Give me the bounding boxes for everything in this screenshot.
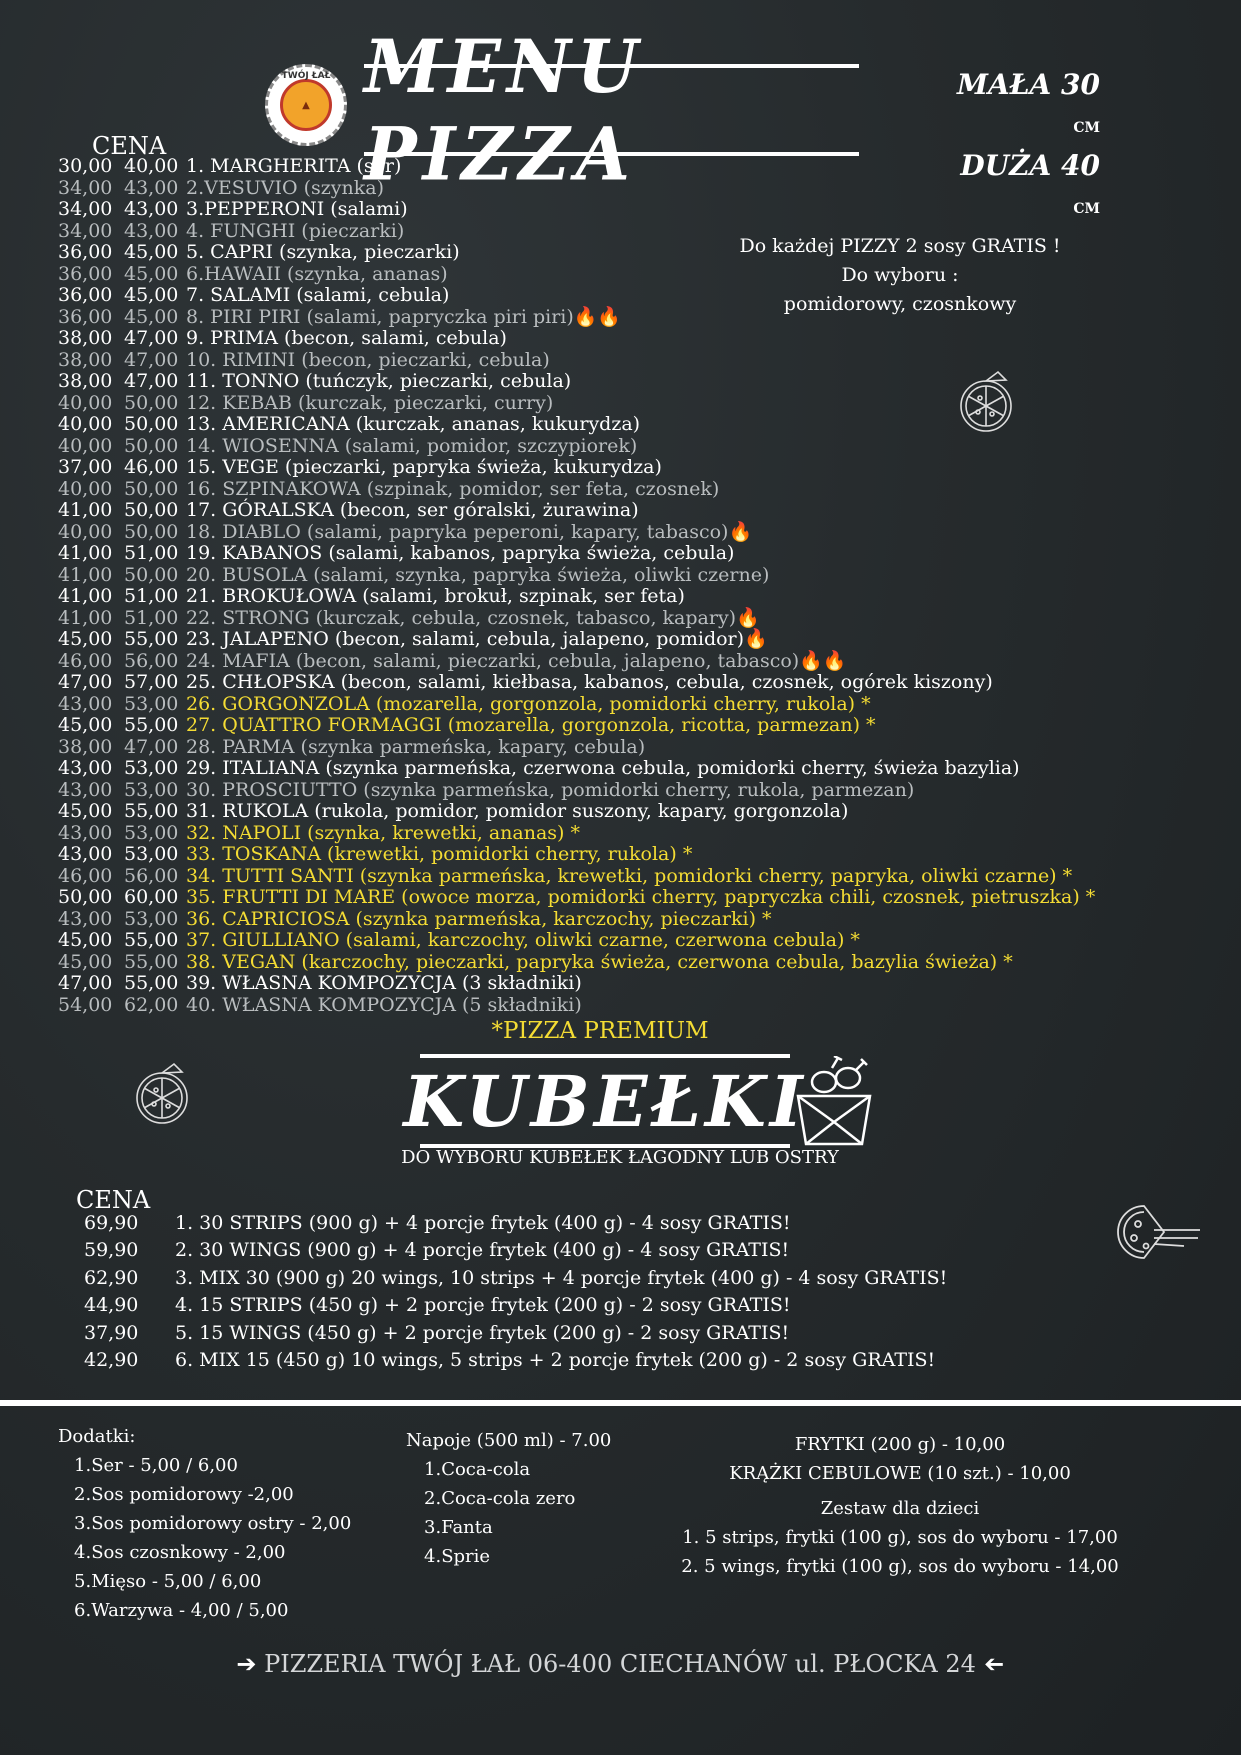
kubelek-price: 37,90 [84,1321,139,1344]
price-large: 50,00 [124,477,179,500]
price-large: 60,00 [124,886,179,908]
price-small: 36,00 [58,262,113,285]
sauces-line2: Do wyboru : [841,264,959,286]
list-text: Sos pomidorowy -2,00 [91,1484,294,1505]
pizza-name: 19. KABANOS (salami, kabanos, papryka świeża, cebula) [186,542,735,564]
pizza-name: 9. PRIMA (becon, salami, cebula) [186,327,507,349]
price-large: 50,00 [124,499,179,521]
price-large: 45,00 [124,284,179,306]
pizza-name: 17. GÓRALSKA (becon, ser góralski, żurawina) [186,499,639,521]
price-large: 56,00 [124,864,179,887]
pizza-name: 15. VEGE (pieczarki, papryka świeża, kukurydza) [186,456,662,478]
premium-note: *PIZZA PREMIUM [491,1018,709,1044]
pizza-row [0,328,1241,350]
price-small: 34,00 [58,176,113,199]
chicken-bucket-icon [792,1056,876,1146]
price-small: 43,00 [58,778,113,801]
price-large: 50,00 [124,434,179,457]
price-large: 57,00 [124,671,179,693]
size-large: DUŻA 40 CM [960,149,1100,217]
price-large: 53,00 [124,757,179,779]
kids-set-item: 2. 5 wings, frytki (100 g), sos do wyboru - 14,00 [681,1556,1119,1577]
extras-section [650,1430,1150,1581]
pizza-row [0,995,1241,1017]
pizza-name: 25. CHŁOPSKA (becon, salami, kiełbasa, kabanos, cebula, czosnek, ogórek kiszony) [186,671,993,693]
list-item [424,1513,611,1542]
kubelek-description: 5. 15 WINGS (450 g) + 2 porcje frytek (200 g) - 2 sosy GRATIS! [175,1321,790,1344]
pizza-row [0,672,1241,694]
pizza-row [0,909,1241,931]
kids-set-item: 1. 5 strips, frytki (100 g), sos do wyboru - 17,00 [682,1527,1118,1548]
list-number: 5. [74,1571,92,1592]
pizza-row [0,393,1241,415]
list-number: 1. [424,1459,442,1480]
price-large: 46,00 [124,456,179,478]
pizza-row [0,629,1241,651]
kubelek-price: 62,90 [84,1266,139,1289]
napoje-title: Napoje (500 ml) - 7.00 [406,1430,612,1451]
menu-title [364,22,859,198]
price-large: 55,00 [124,929,179,951]
list-number: 3. [74,1513,92,1534]
pizza-row [0,737,1241,759]
price-small: 47,00 [58,972,113,994]
list-item [74,1451,351,1480]
pizza-name: 34. TUTTI SANTI (szynka parmeńska, krewetki, pomidorki cherry, papryka, oliwki czarne) * [186,864,1073,887]
price-small: 45,00 [58,714,113,736]
price-small: 38,00 [58,327,113,349]
list-number: 2. [424,1488,442,1509]
pizza-name: 1. MARGHERITA (ser) [186,155,402,177]
list-text: Sos czosnkowy - 2,00 [91,1542,286,1563]
pizza-row [0,178,1241,200]
price-large: 50,00 [124,413,179,435]
kubelek-description: 6. MIX 15 (450 g) 10 wings, 5 strips + 2 porcje frytek (200 g) - 2 sosy GRATIS! [175,1349,936,1371]
price-large: 47,00 [124,735,179,758]
list-item [74,1567,351,1596]
price-large: 47,00 [124,327,179,349]
arrow-left-icon: ➔ [983,1650,1004,1678]
pizza-row [0,156,1241,178]
price-small: 37,00 [58,456,113,478]
napoje-section [406,1426,611,1571]
pizza-name: 6.HAWAII (szynka, ananas) [186,262,448,285]
pizza-name: 40. WŁASNA KOMPOZYCJA (5 składniki) [186,993,582,1016]
pizza-row [0,651,1241,673]
price-small: 41,00 [58,606,113,629]
price-small: 43,00 [58,843,113,865]
price-small: 40,00 [58,434,113,457]
price-small: 45,00 [58,929,113,951]
price-large: 45,00 [124,305,179,328]
pizza-name: 36. CAPRICIOSA (szynka parmeńska, karczochy, pieczarki) * [186,907,772,930]
menu-title-text: MENU PIZZA [364,22,644,198]
pizza-name: 4. FUNGHI (pieczarki) [186,219,405,242]
price-small: 43,00 [58,907,113,930]
price-large: 51,00 [124,585,179,607]
pizza-row [0,500,1241,522]
list-text: Coca-cola [441,1459,531,1480]
price-small: 43,00 [58,821,113,844]
pizza-name: 16. SZPINAKOWA (szpinak, pomidor, ser feta, czosnek) [186,477,720,500]
price-small: 30,00 [58,155,113,177]
pizza-name: 18. DIABLO (salami, papryka peperoni, kapary, tabasco)🔥 [186,520,753,543]
price-heading: CENA [92,132,167,160]
pizza-slice-icon [134,1062,190,1128]
list-item [74,1538,351,1567]
list-text: Mięso - 5,00 / 6,00 [91,1571,262,1592]
pizza-name: 37. GIULLIANO (salami, karczochy, oliwki czarne, czerwona cebula) * [186,929,860,951]
pizza-name: 28. PARMA (szynka parmeńska, kapary, cebula) [186,735,646,758]
footer-address [190,1650,1050,1678]
price-small: 47,00 [58,671,113,693]
pizza-row [0,565,1241,587]
price-large: 45,00 [124,241,179,263]
list-item [74,1509,351,1538]
logo-text: TWÓJ ŁAŁ [281,71,331,81]
price-small: 50,00 [58,886,113,908]
pizza-row [0,414,1241,436]
price-large: 53,00 [124,692,179,715]
kubelki-title-text: KUBEŁKI [403,1059,807,1143]
price-small: 38,00 [58,735,113,758]
kids-set-title: Zestaw dla dzieci [820,1498,980,1519]
price-large: 50,00 [124,520,179,543]
pizza-name: 24. MAFIA (becon, salami, pieczarki, cebula, jalapeno, tabasco)🔥🔥 [186,649,847,672]
kubelek-description: 2. 30 WINGS (900 g) + 4 porcje frytek (400 g) - 4 sosy GRATIS! [175,1239,790,1262]
sauces-info [700,232,1100,319]
fire-icon: 🔥 [728,520,753,543]
pizza-name: 7. SALAMI (salami, cebula) [186,284,450,306]
price-small: 40,00 [58,391,113,414]
pizza-row [0,844,1241,866]
pizza-row [0,887,1241,909]
list-number: 2. [74,1484,92,1505]
price-large: 40,00 [124,155,179,177]
pizza-row [0,199,1241,221]
price-small: 34,00 [58,219,113,242]
pizza-row [0,371,1241,393]
pizza-row [0,350,1241,372]
pizza-row [0,586,1241,608]
pizza-row [0,457,1241,479]
pizza-row [0,522,1241,544]
price-small: 41,00 [58,542,113,564]
kubelki-title [403,1054,807,1148]
fire-icon: 🔥 [744,628,768,650]
price-large: 55,00 [124,628,179,650]
price-small: 41,00 [58,585,113,607]
list-number: 4. [74,1542,92,1563]
frytki-item: FRYTKI (200 g) - 10,00 [794,1434,1006,1455]
kubelki-price-heading: CENA [76,1186,151,1214]
list-item [424,1542,611,1571]
price-large: 55,00 [124,972,179,994]
pizza-name: 14. WIOSENNA (salami, pomidor, szczypiorek) [186,434,638,457]
pizza-row [0,952,1241,974]
pizza-name: 31. RUKOLA (rukola, pomidor, pomidor suszony, kapary, gorgonzola) [186,800,849,822]
price-large: 53,00 [124,843,179,865]
price-small: 46,00 [58,649,113,672]
price-large: 43,00 [124,198,179,220]
pizza-name: 8. PIRI PIRI (salami, papryczka piri piri)🔥🔥 [186,305,622,328]
dodatki-title: Dodatki: [58,1426,136,1447]
fire-icon: 🔥🔥 [799,649,847,672]
list-number: 1. [74,1455,92,1476]
fire-icon: 🔥🔥 [573,305,622,328]
kubelek-description: 1. 30 STRIPS (900 g) + 4 porcje frytek (400 g) - 4 sosy GRATIS! [175,1212,791,1234]
price-large: 62,00 [124,993,179,1016]
price-large: 53,00 [124,821,179,844]
price-large: 51,00 [124,542,179,564]
price-small: 36,00 [58,284,113,306]
kubelek-price: 42,90 [84,1349,139,1371]
section-divider [0,1400,1241,1406]
pizza-name: 38. VEGAN (karczochy, pieczarki, papryka świeża, czerwona cebula, bazylia świeża) * [186,950,1013,973]
pizza-name: 20. BUSOLA (salami, szynka, papryka świeża, oliwki czerne) [186,563,770,586]
list-text: Warzywa - 4,00 / 5,00 [91,1600,289,1621]
krazki-item: KRĄŻKI CEBULOWE (10 szt.) - 10,00 [729,1463,1071,1484]
pizza-name: 13. AMERICANA (kurczak, ananas, kukurydza) [186,413,641,435]
pizza-row [0,866,1241,888]
pizza-name: 26. GORGONZOLA (mozarella, gorgonzola, pomidorki cherry, rukola) * [186,692,871,715]
pizza-row [0,694,1241,716]
price-small: 43,00 [58,692,113,715]
pizza-name: 3.PEPPERONI (salami) [186,198,408,220]
list-item [74,1596,351,1625]
pizza-row [0,758,1241,780]
pizza-row [0,479,1241,501]
list-number: 3. [424,1517,442,1538]
pizza-row [0,823,1241,845]
size-small: MAŁA 30 CM [956,68,1100,136]
price-large: 51,00 [124,606,179,629]
price-large: 55,00 [124,800,179,822]
dodatki-list [58,1451,351,1625]
pizza-name: 30. PROSCIUTTO (szynka parmeńska, pomidorki cherry, rukola, parmezan) [186,778,915,801]
list-text: Ser - 5,00 / 6,00 [91,1455,238,1476]
list-item [424,1484,611,1513]
pizza-row [0,801,1241,823]
price-small: 43,00 [58,757,113,779]
dodatki-section [58,1422,351,1625]
price-small: 54,00 [58,993,113,1016]
price-large: 47,00 [124,370,179,392]
kubelek-description: 3. MIX 30 (900 g) 20 wings, 10 strips + 4 porcje frytek (400 g) - 4 sosy GRATIS! [175,1266,948,1289]
price-small: 46,00 [58,864,113,887]
pizza-name: 21. BROKUŁOWA (salami, brokuł, szpinak, ser feta) [186,585,685,607]
pizza-logo-icon: ▲ [280,79,332,131]
price-small: 41,00 [58,563,113,586]
list-text: Sos pomidorowy ostry - 2,00 [91,1513,352,1534]
list-text: Coca-cola zero [441,1488,576,1509]
list-number: 4. [424,1546,442,1567]
pizza-row [0,608,1241,630]
price-large: 55,00 [124,714,179,736]
price-small: 36,00 [58,305,113,328]
pizza-row [0,715,1241,737]
price-small: 40,00 [58,477,113,500]
kubelek-price: 59,90 [84,1239,139,1262]
price-large: 45,00 [124,262,179,285]
footer-text: PIZZERIA TWÓJ ŁAŁ 06-400 CIECHANÓW ul. PŁOCKA 24 [264,1650,976,1678]
pizza-name: 2.VESUVIO (szynka) [186,176,384,199]
pizza-name: 23. JALAPENO (becon, salami, cebula, jalapeno, pomidor)🔥 [186,628,768,650]
list-number: 6. [74,1600,92,1621]
sauces-line1: Do każdej PIZZY 2 sosy GRATIS ! [739,235,1061,257]
pizza-name: 33. TOSKANA (krewetki, pomidorki cherry, rukola) * [186,843,693,865]
pizza-name: 35. FRUTTI DI MARE (owoce morza, pomidorki cherry, papryczka chili, czosnek, pietruszka) * [186,886,1096,908]
pizza-hand-icon [1114,1200,1204,1264]
price-large: 53,00 [124,907,179,930]
pizza-slice-icon [958,370,1014,436]
kubelki-subtitle: DO WYBORU KUBEŁEK ŁAGODNY LUB OSTRY [401,1147,839,1168]
kubelek-description: 4. 15 STRIPS (450 g) + 2 porcje frytek (200 g) - 2 sosy GRATIS! [175,1294,791,1317]
price-small: 34,00 [58,198,113,220]
pizza-name: 32. NAPOLI (szynka, krewetki, ananas) * [186,821,580,844]
price-large: 56,00 [124,649,179,672]
kubelek-price: 44,90 [84,1294,139,1317]
price-small: 38,00 [58,348,113,371]
price-small: 38,00 [58,370,113,392]
price-large: 53,00 [124,778,179,801]
price-large: 43,00 [124,219,179,242]
list-item [424,1455,611,1484]
price-small: 41,00 [58,499,113,521]
pizza-row [0,543,1241,565]
pizza-row [0,436,1241,458]
list-text: Sprie [441,1546,491,1567]
price-small: 45,00 [58,628,113,650]
napoje-list [406,1455,611,1571]
price-large: 47,00 [124,348,179,371]
price-large: 50,00 [124,391,179,414]
fire-icon: 🔥 [736,606,760,629]
pizza-row [0,930,1241,952]
pizza-name: 12. KEBAB (kurczak, pieczarki, curry) [186,391,554,414]
price-small: 40,00 [58,413,113,435]
pizza-name: 29. ITALIANA (szynka parmeńska, czerwona cebula, pomidorki cherry, świeża bazylia) [186,757,1020,779]
price-large: 55,00 [124,950,179,973]
pizza-row [0,973,1241,995]
price-small: 36,00 [58,241,113,263]
pizza-name: 27. QUATTRO FORMAGGI (mozarella, gorgonzola, ricotta, parmezan) * [186,714,876,736]
kubelek-price: 69,90 [84,1212,139,1234]
list-text: Fanta [441,1517,493,1538]
pizza-name: 10. RIMINI (becon, pieczarki, cebula) [186,348,550,371]
sauces-line3: pomidorowy, czosnkowy [783,293,1017,315]
price-small: 45,00 [58,950,113,973]
list-item [74,1480,351,1509]
price-large: 50,00 [124,563,179,586]
price-small: 45,00 [58,800,113,822]
pizza-name: 5. CAPRI (szynka, pieczarki) [186,241,460,263]
pizza-name: 11. TONNO (tuńczyk, pieczarki, cebula) [186,370,572,392]
pizza-row [0,780,1241,802]
pizza-name: 39. WŁASNA KOMPOZYCJA (3 składniki) [186,972,582,994]
pizza-name: 22. STRONG (kurczak, cebula, czosnek, tabasco, kapary)🔥 [186,606,760,629]
arrow-right-icon: ➔ [236,1650,257,1678]
price-large: 43,00 [124,176,179,199]
price-small: 40,00 [58,520,113,543]
logo [265,64,347,146]
